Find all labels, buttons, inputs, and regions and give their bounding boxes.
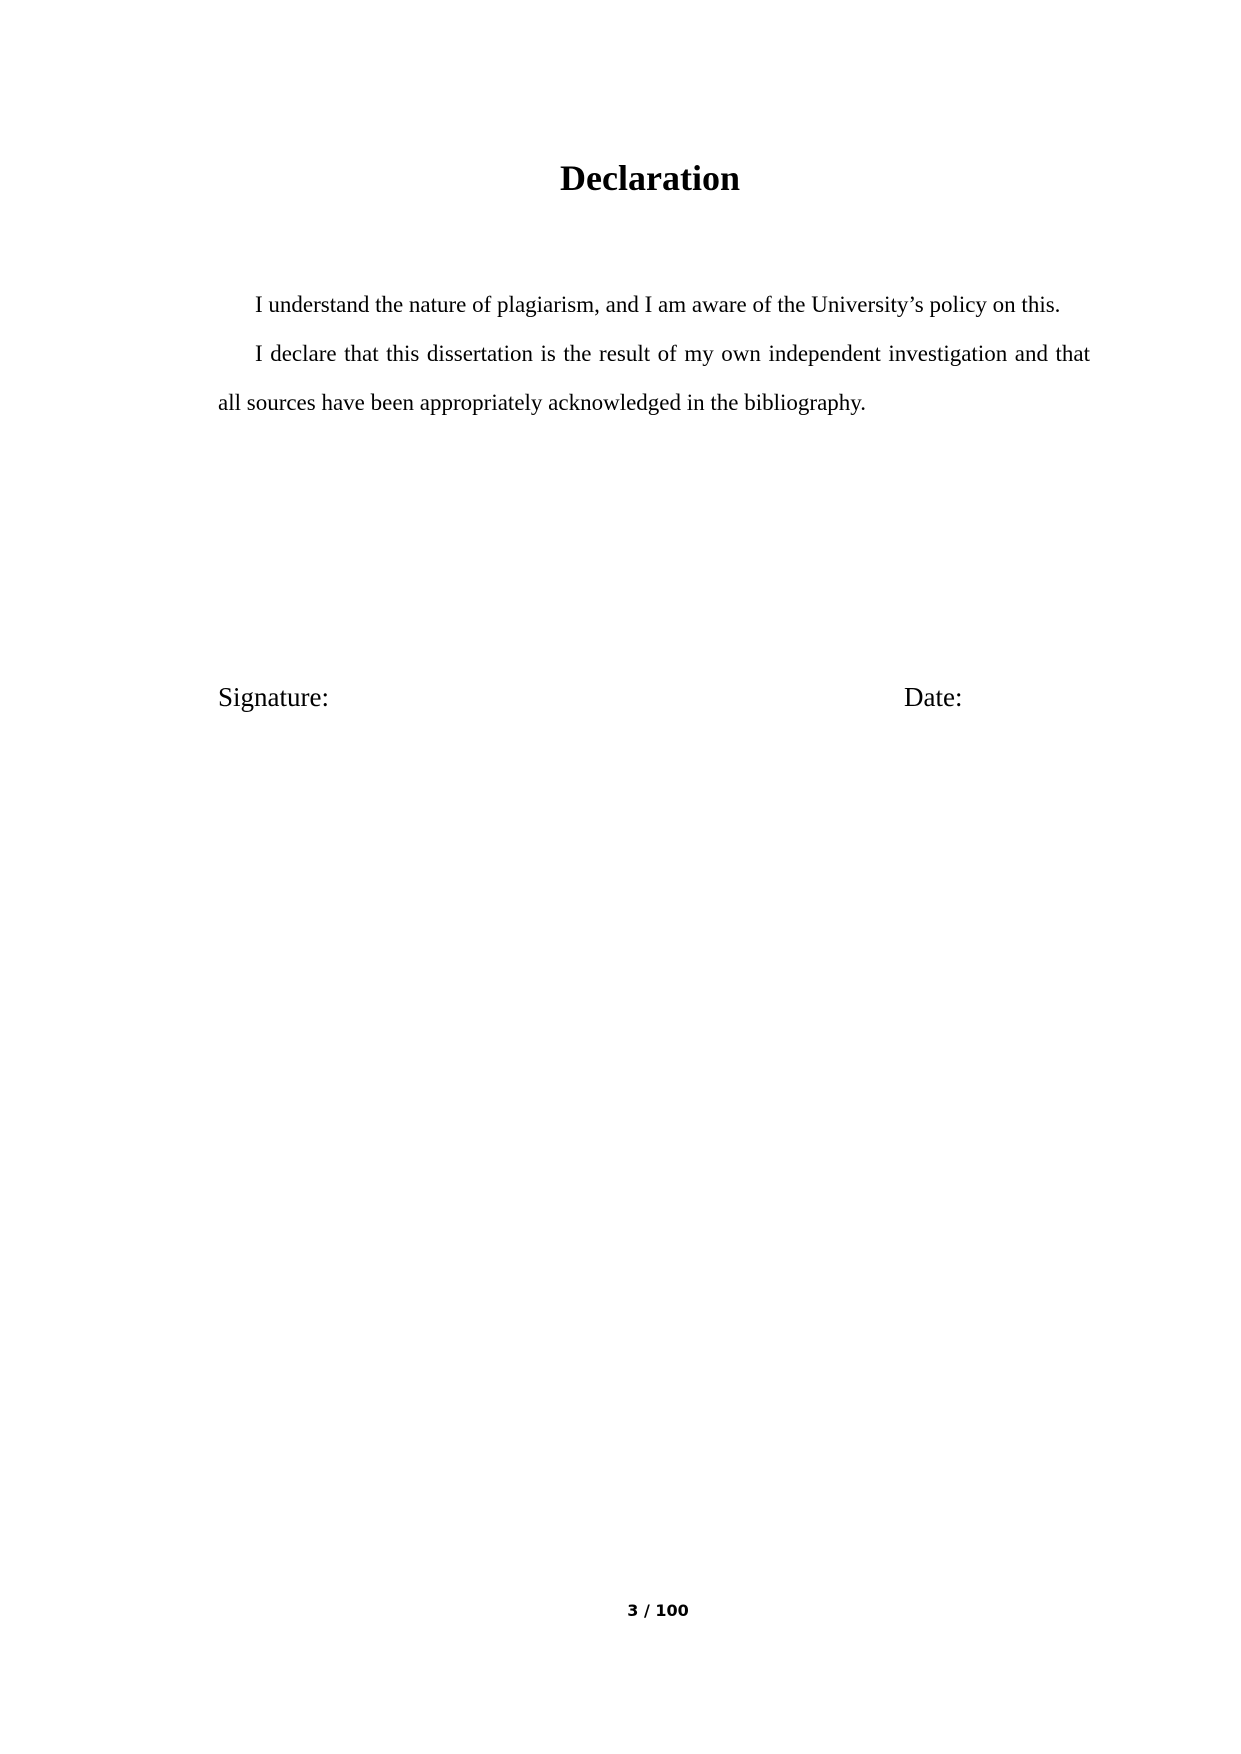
paragraph-independent-work: I declare that this dissertation is the result of my own independent investigation and that all sources have been appropriately acknowledged in the bibliography. — [218, 341, 1090, 415]
declaration-body — [218, 280, 1090, 427]
paragraph-plagiarism: I understand the nature of plagiarism, and I am aware of the University’s policy on this. — [255, 292, 1061, 317]
signature-label: Signature: — [218, 682, 329, 712]
page-number: 3 / 100 — [627, 1601, 689, 1620]
date-label: Date: — [904, 682, 963, 712]
page-title: Declaration — [560, 158, 740, 198]
